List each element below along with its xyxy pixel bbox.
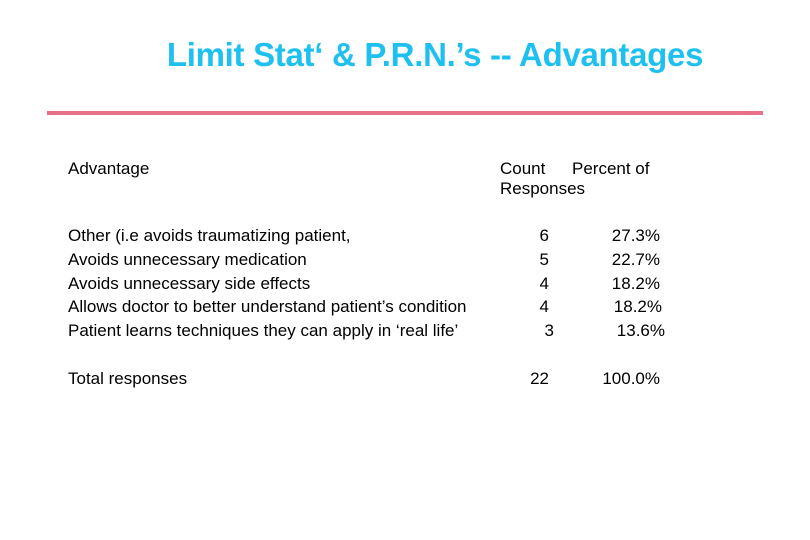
title-divider bbox=[47, 111, 763, 115]
header-percent: Percent of bbox=[572, 159, 650, 178]
row-count: 4 bbox=[539, 297, 549, 316]
row-advantage: Avoids unnecessary medication bbox=[68, 250, 307, 269]
row-count: 4 bbox=[539, 274, 549, 293]
row-advantage: Patient learns techniques they can apply in ‘real life’ bbox=[68, 321, 459, 340]
total-count: 22 bbox=[530, 369, 549, 388]
row-count: 3 bbox=[544, 321, 554, 340]
row-percent: 13.6% bbox=[616, 321, 665, 340]
row-count: 5 bbox=[539, 250, 549, 269]
header-responses: Responses bbox=[500, 179, 586, 198]
row-count: 6 bbox=[539, 226, 549, 245]
row-percent: 18.2% bbox=[611, 274, 660, 293]
row-percent: 22.7% bbox=[611, 250, 660, 269]
row-advantage: Allows doctor to better understand patient’s condition bbox=[68, 297, 467, 316]
row-advantage: Other (i.e avoids traumatizing patient, bbox=[68, 226, 351, 245]
slide-title: Limit Stat‘ & P.R.N.’s -- Advantages bbox=[166, 36, 704, 73]
row-percent: 27.3% bbox=[611, 226, 660, 245]
header-advantage: Advantage bbox=[68, 159, 150, 178]
total-label: Total responses bbox=[68, 369, 188, 388]
header-count: Count bbox=[500, 159, 546, 178]
total-percent: 100.0% bbox=[602, 369, 660, 388]
row-advantage: Avoids unnecessary side effects bbox=[68, 274, 311, 293]
row-percent: 18.2% bbox=[613, 297, 662, 316]
